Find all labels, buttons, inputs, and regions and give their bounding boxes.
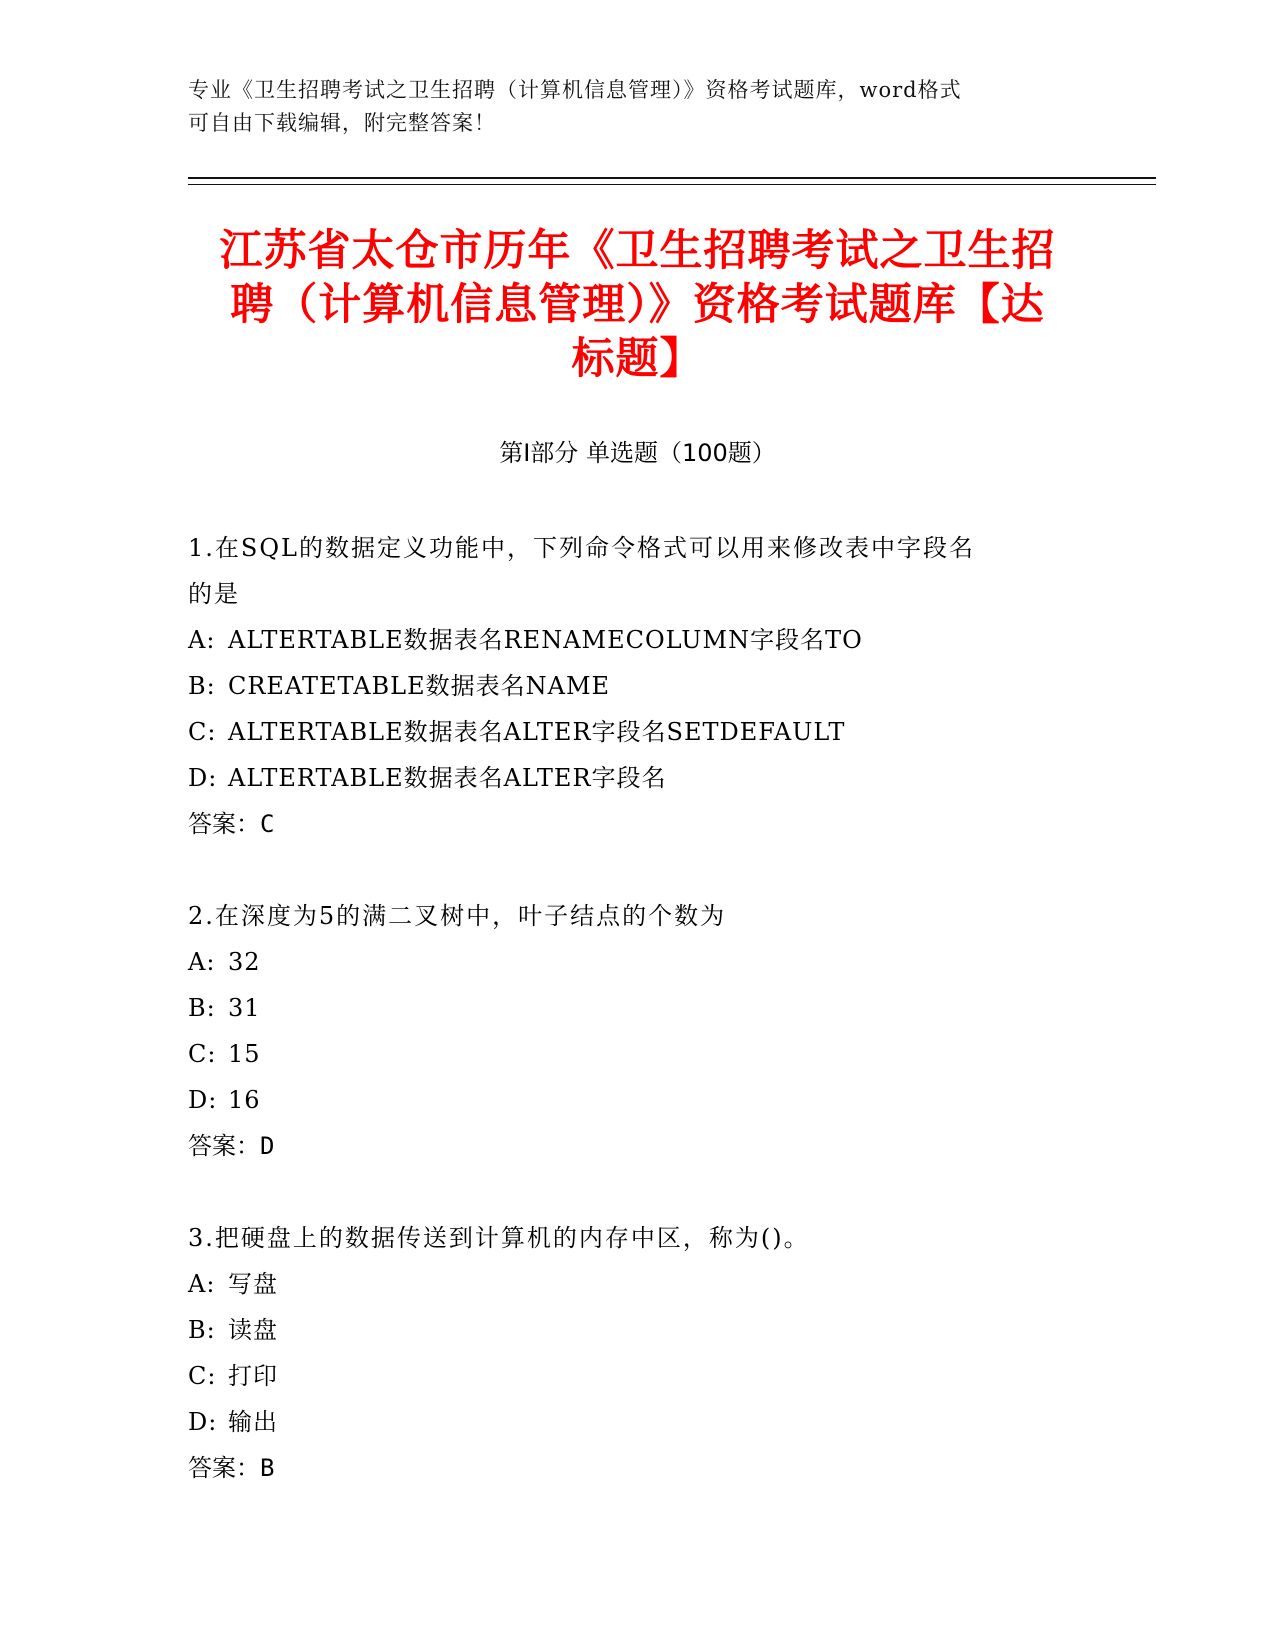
option-letter: B:: [188, 672, 216, 700]
option-letter: A:: [188, 1270, 216, 1298]
option-letter: D:: [188, 1086, 218, 1114]
header-note: [188, 74, 1068, 140]
option-text: 15: [228, 1040, 261, 1068]
option-text: 16: [228, 1086, 261, 1114]
option-letter: C:: [188, 1362, 217, 1390]
option-b: [188, 1307, 1068, 1353]
option-a: [188, 1261, 1068, 1307]
option-letter: C:: [188, 1040, 217, 1068]
option-text: 写盘: [228, 1270, 278, 1298]
question-2: [188, 893, 1068, 1169]
option-letter: B:: [188, 1316, 216, 1344]
option-b: [188, 985, 1068, 1031]
option-d: [188, 755, 1068, 801]
option-letter: D:: [188, 1408, 218, 1436]
option-text: ALTERTABLE数据表名ALTER字段名SETDEFAULT: [228, 718, 846, 746]
option-a: [188, 939, 1068, 985]
question-stem: 1.在SQL的数据定义功能中，下列命令格式可以用来修改表中字段名: [188, 534, 975, 562]
header-note-line-2: 可自由下载编辑，附完整答案！: [188, 111, 496, 135]
option-c: [188, 709, 1068, 755]
title-line-1: 江苏省太仓市历年《卫生招聘考试之卫生招: [219, 226, 1056, 276]
answer-line: 答案：C: [188, 810, 275, 838]
option-a: [188, 617, 1068, 663]
document-title: [160, 224, 1115, 386]
header-rule-thick: [188, 177, 1156, 179]
question-stem-continued: 的是: [188, 580, 240, 608]
section-heading: 第I部分 单选题（100题）: [499, 439, 776, 467]
header-rule-thin: [188, 184, 1156, 185]
option-letter: D:: [188, 764, 218, 792]
question-stem: 3.把硬盘上的数据传送到计算机的内存中区，称为()。: [188, 1224, 810, 1252]
option-text: ALTERTABLE数据表名RENAMECOLUMN字段名TO: [228, 626, 863, 654]
option-text: 读盘: [228, 1316, 278, 1344]
answer-line: 答案：B: [188, 1454, 275, 1482]
option-d: [188, 1399, 1068, 1445]
title-line-2: 聘（计算机信息管理）》资格考试题库【达: [230, 280, 1045, 330]
option-text: ALTERTABLE数据表名ALTER字段名: [228, 764, 667, 792]
question-stem: 2.在深度为5的满二叉树中，叶子结点的个数为: [188, 902, 727, 930]
option-letter: A:: [188, 948, 216, 976]
option-text: 打印: [228, 1362, 278, 1390]
option-text: 31: [228, 994, 261, 1022]
title-line-3: 标题】: [571, 334, 704, 384]
question-1: [188, 525, 1068, 847]
option-c: [188, 1031, 1068, 1077]
question-3: [188, 1215, 1068, 1491]
option-text: CREATETABLE数据表名NAME: [228, 672, 611, 700]
option-text: 输出: [228, 1408, 278, 1436]
question-list: [188, 525, 1068, 1537]
option-d: [188, 1077, 1068, 1123]
option-letter: A:: [188, 626, 216, 654]
option-letter: C:: [188, 718, 217, 746]
option-text: 32: [228, 948, 261, 976]
option-b: [188, 663, 1068, 709]
option-c: [188, 1353, 1068, 1399]
option-letter: B:: [188, 994, 216, 1022]
answer-line: 答案：D: [188, 1132, 275, 1160]
header-note-line-1: 专业《卫生招聘考试之卫生招聘（计算机信息管理）》资格考试题库，word格式: [188, 78, 962, 102]
